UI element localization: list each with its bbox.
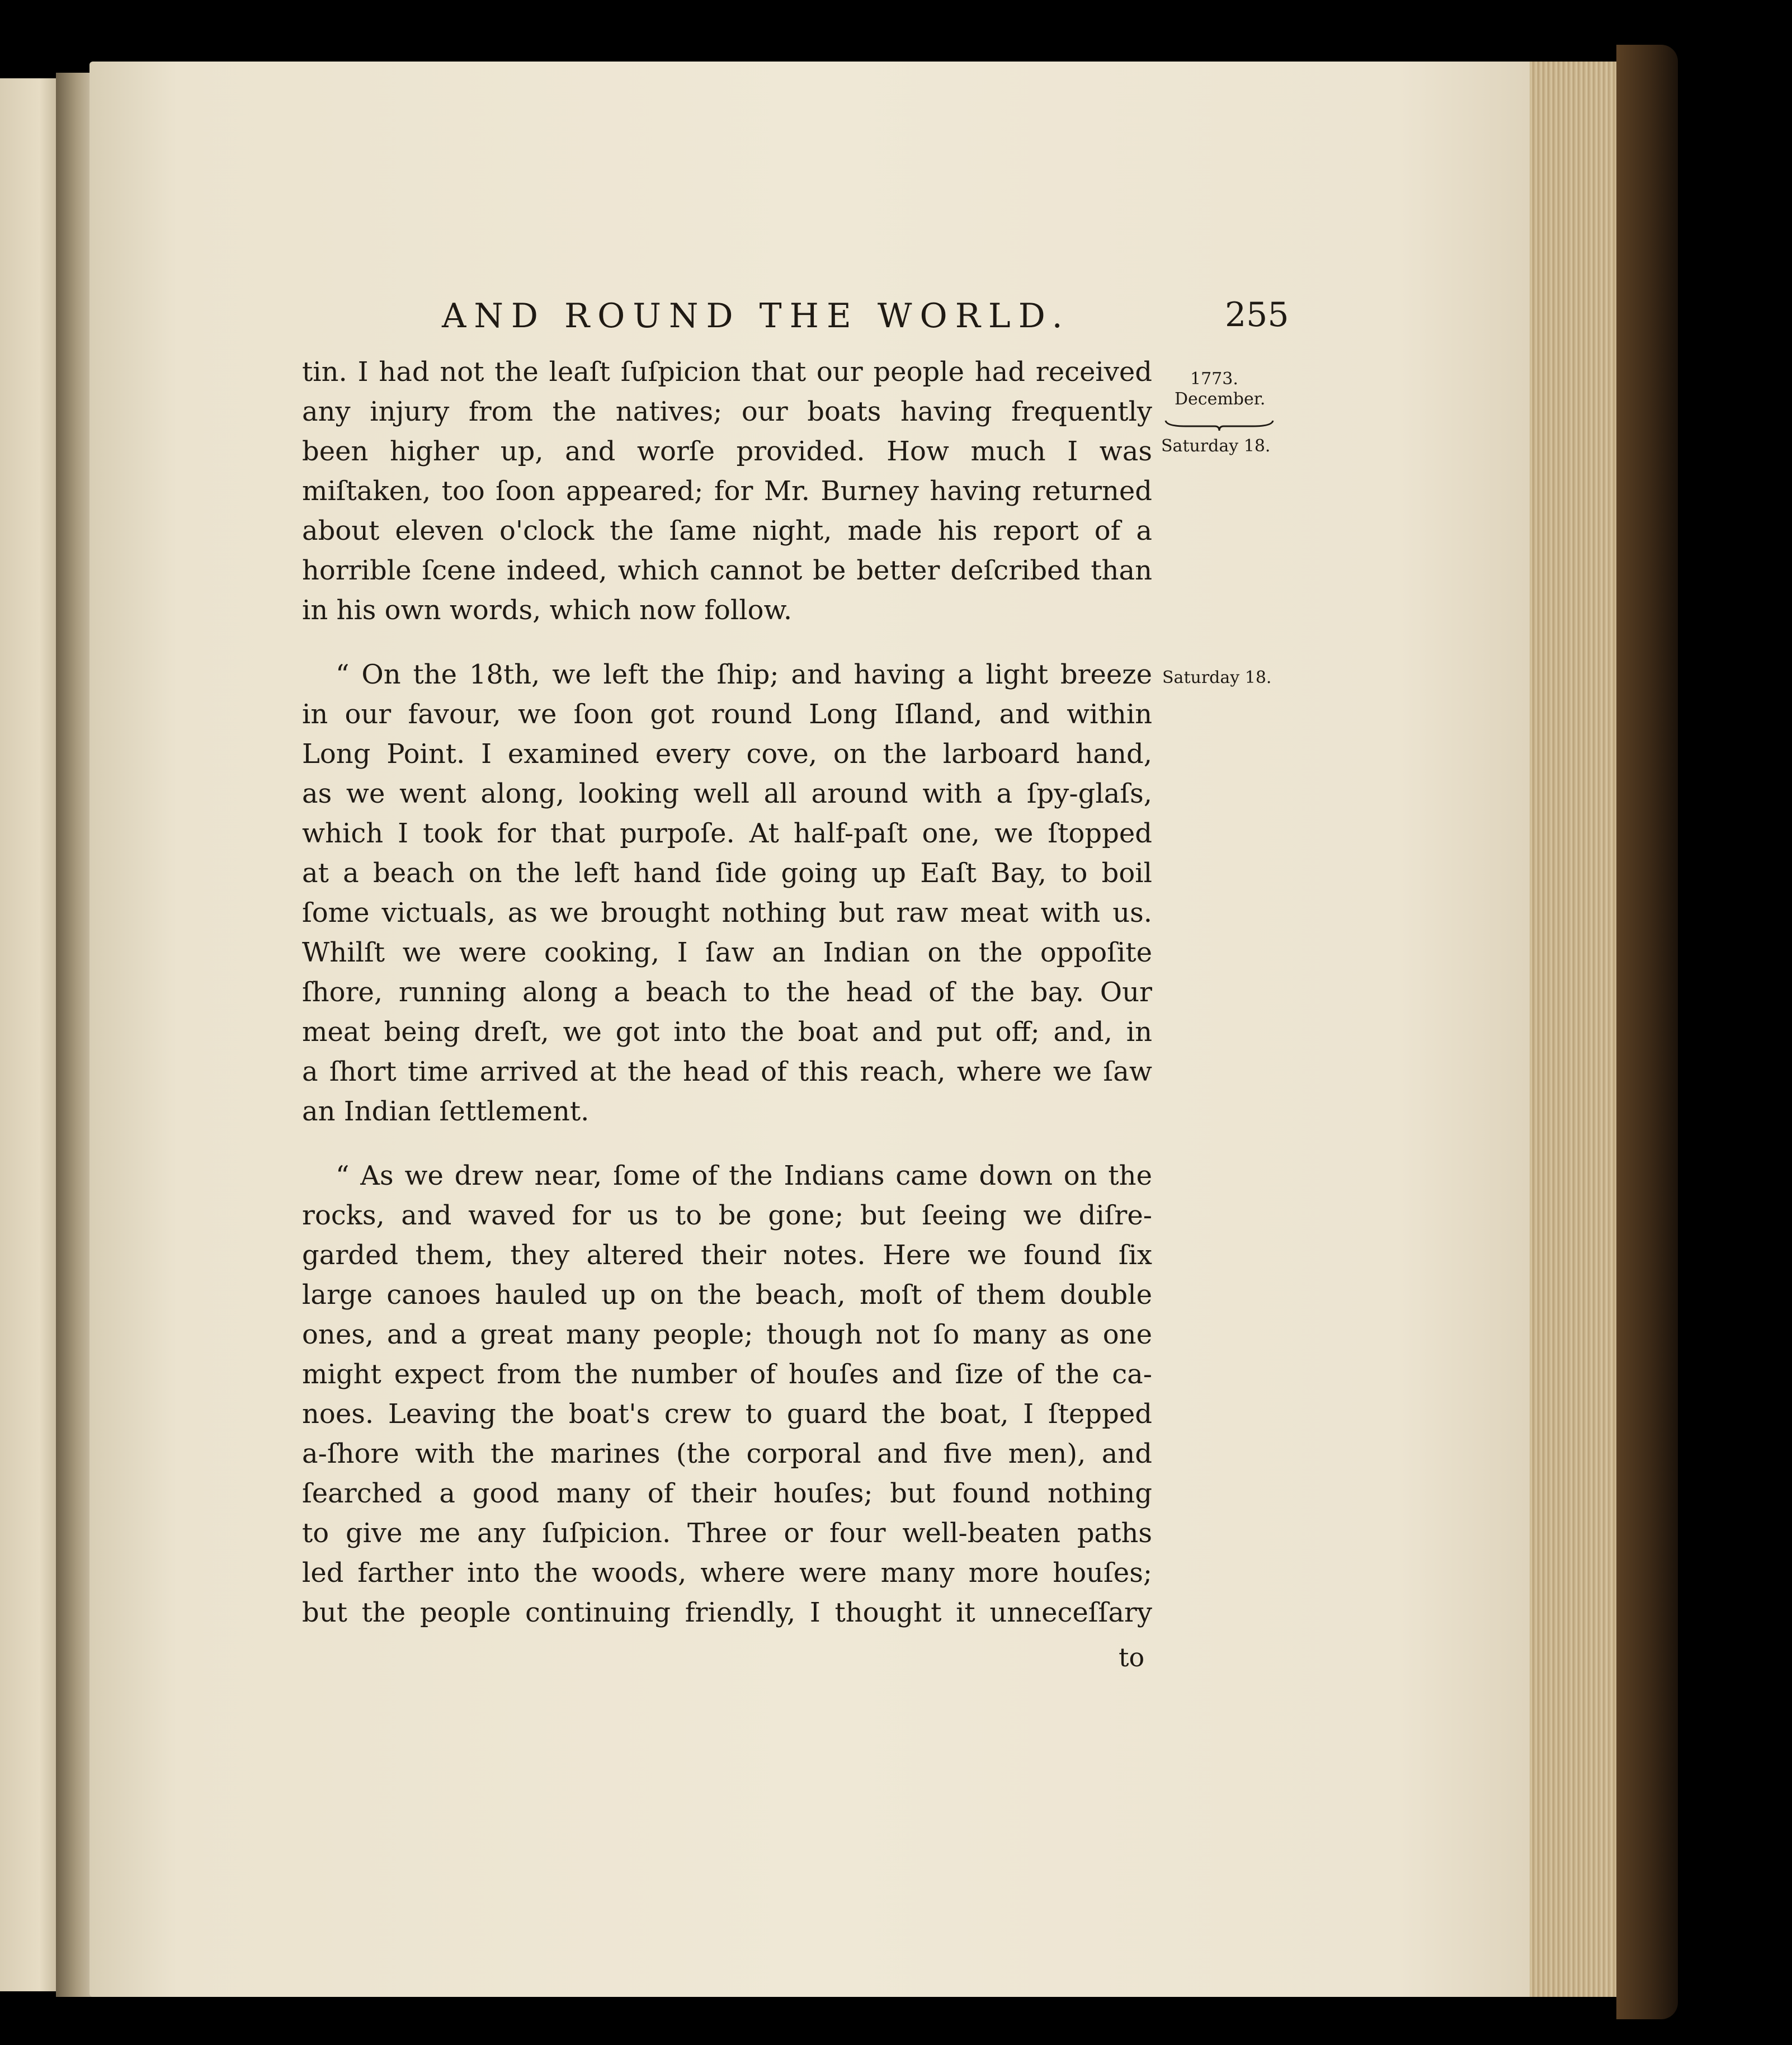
text-line: any injury from the natives; our boats having frequently: [302, 396, 1152, 427]
book-cover: [1616, 45, 1678, 2019]
text-line: in his own words, which now follow.: [302, 595, 793, 626]
text-line: to give me any ſuſpicion. Three or four well-beaten paths: [302, 1518, 1152, 1549]
text-line: been higher up, and worſe provided. How much I was: [302, 436, 1152, 467]
text-line: a-ſhore with the marines (the corporal and five men), and: [302, 1438, 1152, 1469]
catchword: to: [1119, 1642, 1145, 1672]
text-line: Whilſt we were cooking, I ſaw an Indian on the oppoſite: [302, 937, 1152, 968]
text-line: ſome victuals, as we brought nothing but raw meat with us.: [302, 897, 1152, 929]
text-line: as we went along, looking well all around with a ſpy-glaſs,: [302, 778, 1152, 809]
text-line: ſhore, running along a beach to the head of the bay. Our: [302, 977, 1152, 1008]
text-line: garded them, they altered their notes. Here we found ſix: [302, 1240, 1152, 1271]
text-line: about eleven o'clock the ſame night, made his report of a: [302, 515, 1152, 546]
text-line: horrible ſcene indeed, which cannot be better deſcribed than: [302, 555, 1152, 586]
page-number: 255: [1225, 295, 1289, 334]
text-line: tin. I had not the leaſt ſuſpicion that our people had received: [302, 356, 1152, 388]
running-head: AND ROUND THE WORLD.: [442, 296, 1071, 336]
text-line: large canoes hauled up on the beach, moſt of them double: [302, 1279, 1152, 1311]
text-line: at a beach on the left hand ſide going up Eaſt Bay, to boil: [302, 857, 1152, 889]
text-line: ones, and a great many people; though not ſo many as one: [302, 1319, 1152, 1350]
text-line: “ On the 18th, we left the ſhip; and having a light breeze: [336, 659, 1152, 690]
text-line: meat being dreſt, we got into the boat and put off; and, in: [302, 1016, 1152, 1048]
margin-brace-icon: [1163, 418, 1275, 432]
text-line: ſearched a good many of their houſes; but found nothing: [302, 1478, 1152, 1509]
margin-year: 1773.: [1190, 369, 1238, 389]
text-line: rocks, and waved for us to be gone; but ſeeing we diſre-: [302, 1200, 1152, 1231]
margin-month: December.: [1175, 389, 1266, 409]
text-line: an Indian ſettlement.: [302, 1096, 590, 1127]
text-line: in our favour, we ſoon got round Long Iſland, and within: [302, 699, 1152, 730]
body-text: [302, 352, 1152, 1633]
text-line: Long Point. I examined every cove, on the larboard hand,: [302, 738, 1152, 770]
margin-date-top: Saturday 18.: [1161, 436, 1271, 456]
text-line: might expect from the number of houſes and ſize of the ca-: [302, 1359, 1152, 1390]
text-line: noes. Leaving the boat's crew to guard the boat, I ſtepped: [302, 1398, 1152, 1430]
text-line: which I took for that purpoſe. At half-paſt one, we ſtopped: [302, 818, 1152, 849]
margin-date-paragraph: Saturday 18.: [1162, 668, 1272, 687]
text-line: a ſhort time arrived at the head of this reach, where we ſaw: [302, 1056, 1152, 1087]
text-line: miſtaken, too ſoon appeared; for Mr. Burney having returned: [302, 475, 1152, 507]
text-line: but the people continuing friendly, I thought it unneceſſary: [302, 1597, 1152, 1628]
text-line: led farther into the woods, where were many more houſes;: [302, 1557, 1152, 1589]
text-line: “ As we drew near, ſome of the Indians came down on the: [336, 1160, 1152, 1191]
